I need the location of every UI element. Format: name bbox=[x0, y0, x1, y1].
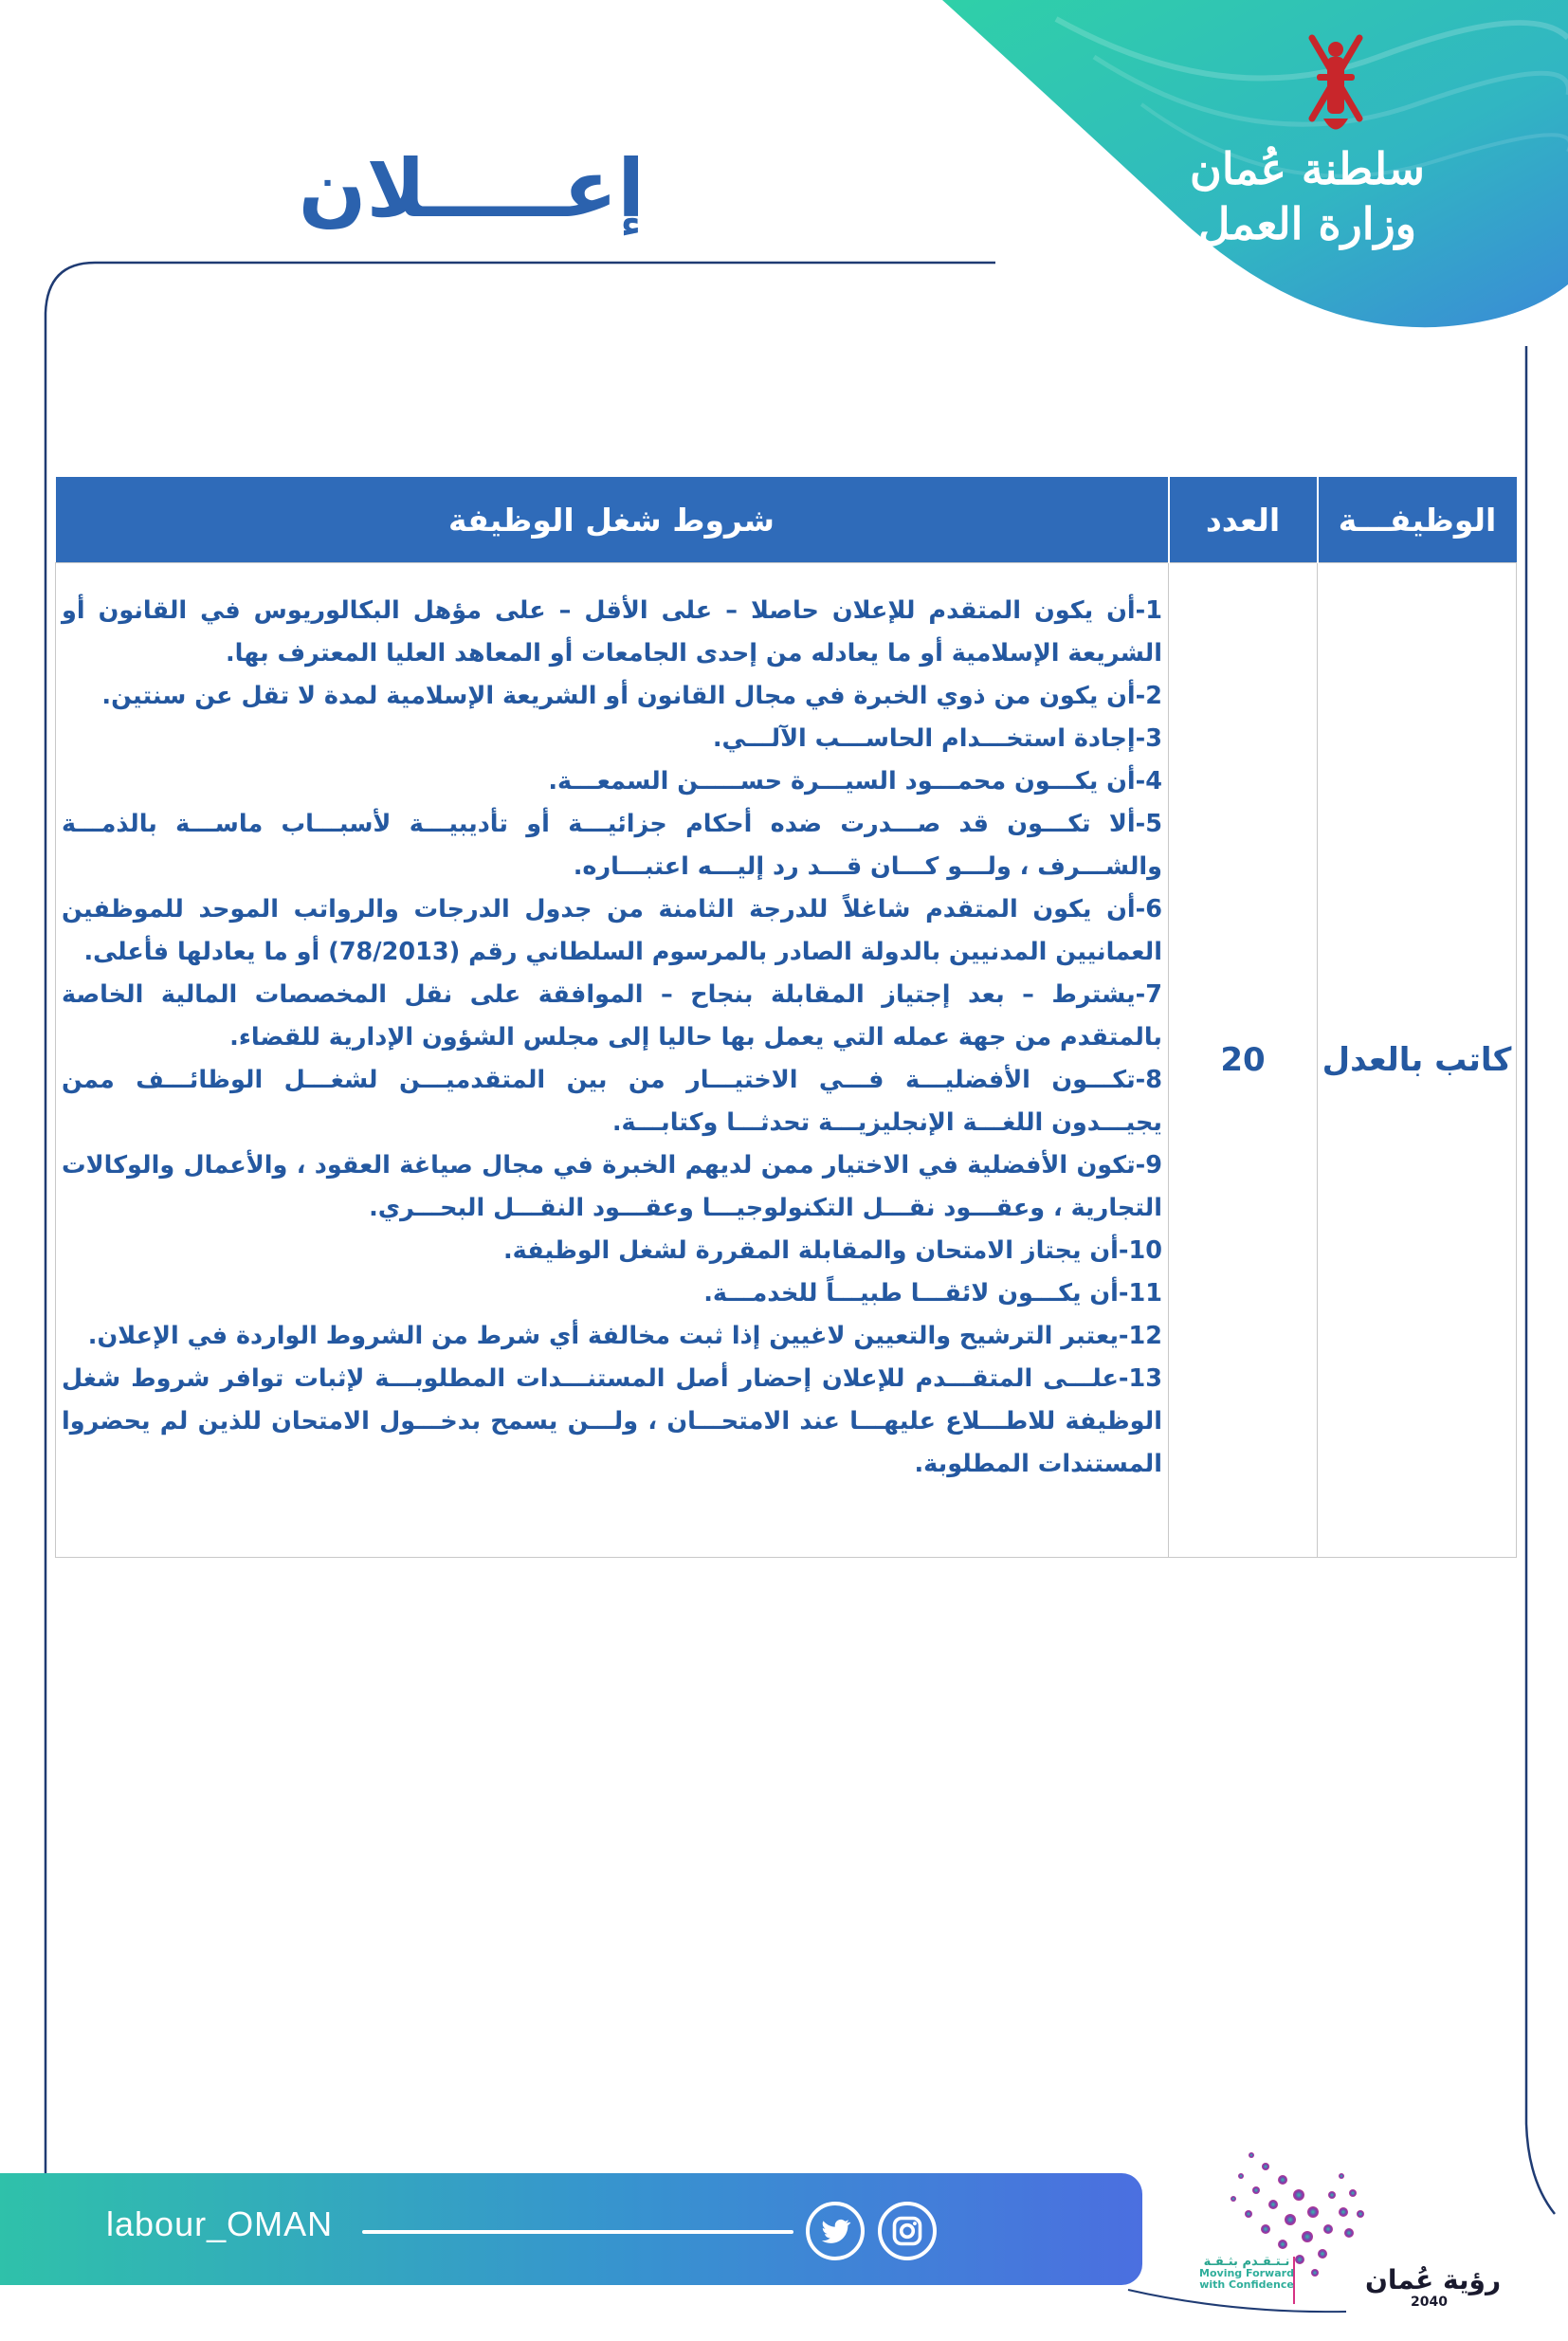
condition-item: 4-أن يكـــون محمـــود السيـــرة حســـــن السمعـــة. bbox=[548, 767, 1162, 796]
condition-item: 13-علـــى المتقـــدم للإعلان إحضار أصل المستنـــدات المطلوبـــة لإثبات توافر شروط شغل الوظيفة للاطـــلاع عليهـــا عند الامتحـــان ، ولـــن يسمح بدخـــول الامتحان للذين لم يحضروا المستندات المطلوبة. bbox=[62, 1364, 1162, 1478]
table-header-row bbox=[56, 477, 1517, 563]
vision-text: رؤية عُمان bbox=[1365, 2264, 1502, 2295]
instagram-icon bbox=[890, 2214, 924, 2248]
moving-forward-ar: نـتـقـدم بثـقـة bbox=[1203, 2255, 1290, 2269]
twitter-link[interactable] bbox=[806, 2202, 865, 2260]
job-conditions-cell bbox=[56, 563, 1169, 1558]
condition-item: 12-يعتبر الترشيح والتعيين لاغيين إذا ثبت مخالفة أي شرط من الشروط الواردة في الإعلان. bbox=[87, 1322, 1162, 1350]
social-handle[interactable]: labour_OMAN bbox=[106, 2204, 334, 2243]
vision-year: 2040 bbox=[1411, 2295, 1448, 2310]
header-role: الوظيفـــة bbox=[1318, 477, 1517, 563]
moving-forward-en1: Moving Forward bbox=[1199, 2267, 1294, 2279]
instagram-link[interactable] bbox=[878, 2202, 937, 2260]
ministry-name bbox=[1189, 142, 1426, 251]
header-count: العدد bbox=[1169, 477, 1318, 563]
ministry-line1: سلطنة عُمان bbox=[1190, 143, 1425, 194]
moving-forward-logo bbox=[1190, 2257, 1304, 2291]
condition-item: 8-تكـــون الأفضليـــة فـــي الاختيـــار من بين المتقدميـــن لشغـــل الوظائـــف ممن يجيـــدون اللغـــة الإنجليزيـــة تحدثـــا وكتابـــة. bbox=[62, 1066, 1162, 1137]
table-row bbox=[56, 563, 1517, 1558]
condition-item: 9-تكون الأفضلية في الاختيار ممن لديهم الخبرة في مجال صياغة العقود ، والأعمال والوكالات التجارية ، وعقـــود نقـــل التكنولوجيـــا وعقـــود النقـــل البحـــري. bbox=[62, 1151, 1162, 1222]
handle-divider bbox=[362, 2230, 793, 2234]
condition-item: 1-أن يكون المتقدم للإعلان حاصلا – على الأقل – على مؤهل البكالوريوس في القانون أو الشريعة الإسلامية أو ما يعادله من إحدى الجامعات أو المعاهد العليا المعترف بها. bbox=[62, 596, 1162, 668]
condition-item: 6-أن يكون المتقدم شاغلاً للدرجة الثامنة من جدول الدرجات والرواتب الموحد للموظفين العمانيين المدنيين بالدولة الصادر بالمرسوم السلطاني رقم (78/2013) أو ما يعادلها فأعلى. bbox=[62, 895, 1162, 966]
jobs-table bbox=[55, 477, 1517, 1558]
vision-2040-logo-icon bbox=[1180, 2138, 1541, 2328]
oman-emblem-icon bbox=[1293, 28, 1378, 142]
ministry-line2: وزارة العمل bbox=[1198, 197, 1416, 249]
header-conditions: شروط شغل الوظيفة bbox=[56, 477, 1169, 563]
job-title-cell: كاتب بالعدل bbox=[1318, 563, 1517, 1558]
condition-item: 11-أن يكـــون لائقـــا طبيـــاً للخدمـــة. bbox=[703, 1279, 1162, 1308]
moving-forward-en2: with Confidence bbox=[1199, 2278, 1294, 2291]
condition-item: 5-ألا تكـــون قد صـــدرت ضده أحكام جزائيـــة أو تأديبيـــة لأسبـــاب ماســـة بالذمـــة والشـــرف ، ولـــو كـــان قـــد رد إليـــه اعتبـــاره. bbox=[62, 810, 1162, 881]
condition-item: 3-إجادة استخـــدام الحاســـب الآلـــي. bbox=[712, 724, 1162, 753]
condition-item: 2-أن يكون من ذوي الخبرة في مجال القانون أو الشريعة الإسلامية لمدة لا تقل عن سنتين. bbox=[101, 682, 1162, 710]
conditions-list bbox=[62, 590, 1162, 1486]
job-count-cell: 20 bbox=[1169, 563, 1318, 1558]
twitter-icon bbox=[818, 2214, 852, 2248]
condition-item: 7-يشترط – بعد إجتياز المقابلة بنجاح – الموافقة على نقل المخصصات المالية الخاصة بالمتقدم من جهة عمله التي يعمل بها حاليا إلى مجلس الشؤون الإدارية للقضاء. bbox=[62, 980, 1162, 1052]
condition-item: 10-أن يجتاز الامتحان والمقابلة المقررة لشغل الوظيفة. bbox=[502, 1236, 1162, 1265]
page-title: إعـــــلان bbox=[298, 142, 645, 235]
